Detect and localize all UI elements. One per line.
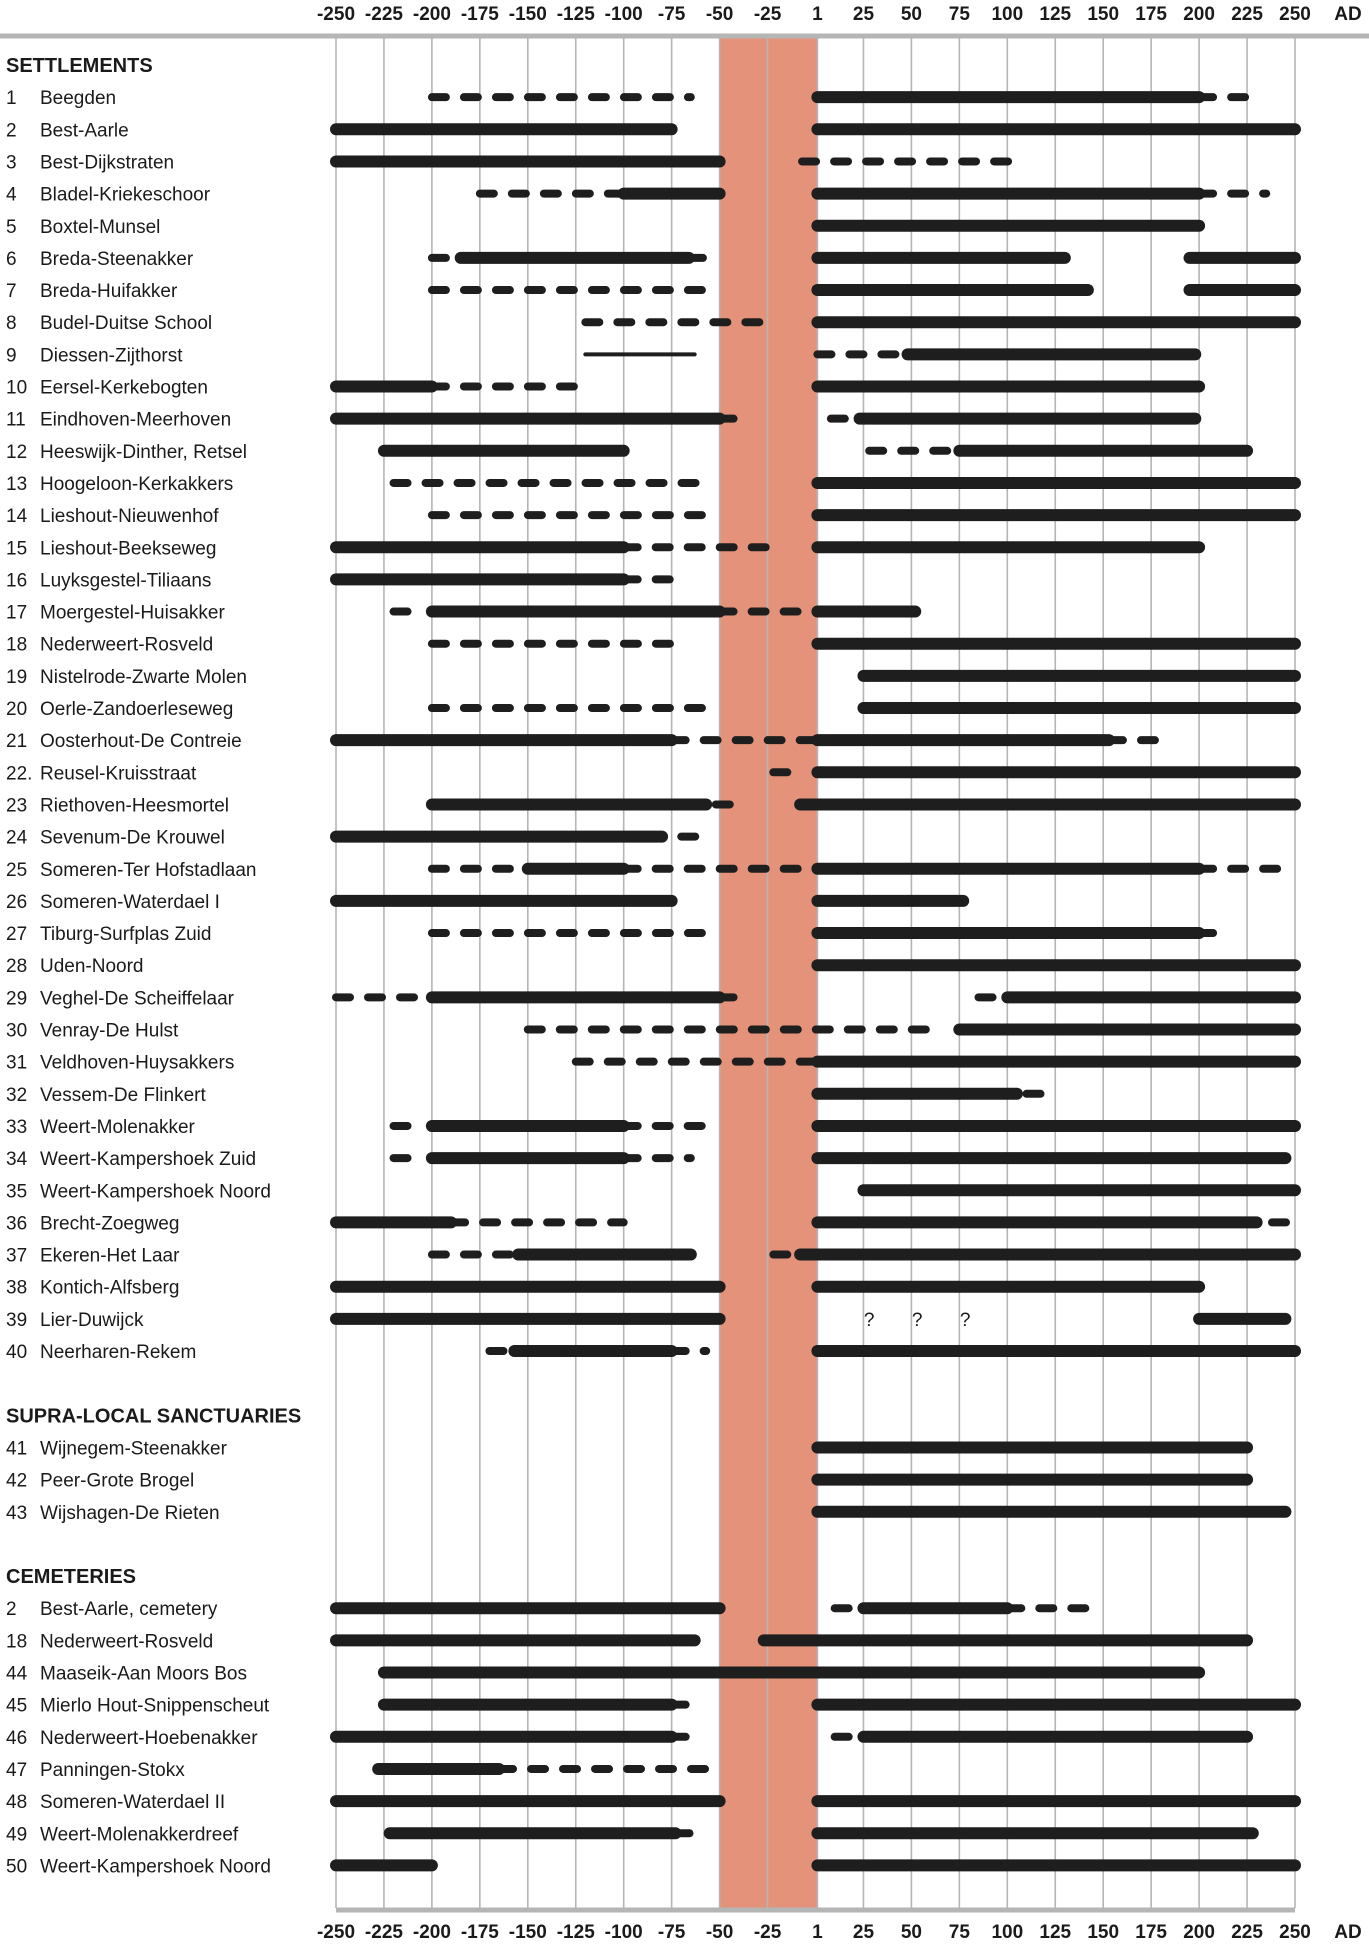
site-number: 25 [6, 859, 28, 881]
site-number: 18 [6, 1631, 28, 1653]
site-name: Veldhoven-Huysakkers [40, 1052, 235, 1074]
site-number: 8 [6, 313, 17, 335]
site-number: 22. [6, 763, 33, 785]
site-number: 14 [6, 506, 28, 528]
site-name: Eindhoven-Meerhoven [40, 409, 232, 431]
site-number: 48 [6, 1792, 28, 1814]
site-number: 45 [6, 1695, 28, 1717]
bottom-tick-label: -75 [657, 1922, 686, 1943]
bottom-tick-label: -100 [604, 1922, 643, 1943]
site-number: 36 [6, 1213, 28, 1235]
site-number: 41 [6, 1438, 28, 1460]
site-number: 29 [6, 988, 28, 1010]
site-number: 46 [6, 1727, 28, 1749]
site-name: Weert-Kampershoek Noord [40, 1856, 271, 1878]
bottom-tick-label: -125 [556, 1922, 595, 1943]
site-name: Oosterhout-De Contreie [40, 731, 242, 753]
top-tick-label: 25 [852, 4, 875, 25]
bottom-tick-label: -50 [705, 1922, 734, 1943]
site-name: Breda-Steenakker [40, 248, 194, 270]
site-number: 21 [6, 731, 28, 753]
top-tick-label: -175 [460, 4, 499, 25]
site-name: Lieshout-Beekseweg [40, 538, 217, 560]
site-name: Best-Dijkstraten [40, 152, 175, 174]
top-tick-label: 100 [991, 4, 1024, 25]
group-heading: CEMETERIES [6, 1566, 137, 1589]
site-number: 18 [6, 634, 28, 656]
site-name: Mierlo Hout-Snippenscheut [40, 1695, 270, 1717]
bottom-tick-label: 100 [991, 1922, 1024, 1943]
site-number: 40 [6, 1342, 28, 1363]
site-number: 27 [6, 924, 28, 946]
site-name: Riethoven-Heesmortel [40, 795, 230, 817]
site-name: Neerharen-Rekem [40, 1342, 197, 1363]
site-number: 16 [6, 570, 28, 592]
top-tick-label: -125 [556, 4, 595, 25]
top-tick-label: -75 [657, 4, 686, 25]
uncertain-mark: ? [911, 1309, 923, 1331]
top-tick-label: -25 [753, 4, 782, 25]
site-name: Weert-Molenakker [40, 1116, 195, 1138]
site-number: 30 [6, 1020, 28, 1042]
site-number: 44 [6, 1663, 28, 1685]
site-name: Tiburg-Surfplas Zuid [40, 924, 212, 946]
site-number: 37 [6, 1245, 28, 1267]
site-number: 35 [6, 1181, 28, 1203]
site-name: Wijnegem-Steenakker [40, 1438, 227, 1460]
site-number: 50 [6, 1856, 28, 1878]
site-name: Luyksgestel-Tiliaans [40, 570, 212, 592]
site-number: 3 [6, 152, 17, 174]
site-name: Breda-Huifakker [40, 281, 178, 303]
top-tick-label: -200 [412, 4, 451, 25]
site-number: 9 [6, 345, 17, 367]
site-number: 11 [6, 409, 26, 431]
site-name: Lier-Duwijck [40, 1309, 144, 1331]
site-name: Sevenum-De Krouwel [40, 827, 225, 849]
site-name: Maaseik-Aan Moors Bos [40, 1663, 247, 1685]
uncertain-mark: ? [959, 1309, 971, 1331]
site-number: 2 [6, 120, 17, 142]
site-number: 1 [6, 88, 17, 110]
uncertain-mark: ? [863, 1309, 875, 1331]
site-name: Someren-Waterdael I [40, 891, 220, 913]
site-name: Uden-Noord [40, 956, 144, 978]
site-name: Best-Aarle, cemetery [40, 1599, 218, 1621]
top-axis-unit-label: AD [1334, 4, 1362, 25]
site-number: 6 [6, 248, 17, 270]
bottom-tick-label: 200 [1183, 1922, 1215, 1943]
top-tick-label: 125 [1039, 4, 1072, 25]
site-name: Diessen-Zijthorst [40, 345, 183, 367]
bottom-tick-label: -25 [753, 1922, 782, 1943]
top-tick-label: -100 [604, 4, 643, 25]
bottom-tick-label: 150 [1087, 1922, 1120, 1943]
site-name: Oerle-Zandoerleseweg [40, 699, 234, 720]
top-tick-label: 200 [1183, 4, 1215, 25]
bottom-tick-label: -175 [460, 1922, 499, 1943]
site-name: Hoogeloon-Kerkakkers [40, 473, 234, 495]
top-tick-label: -250 [316, 4, 356, 25]
site-number: 49 [6, 1824, 28, 1846]
site-name: Bladel-Kriekeschoor [40, 184, 211, 206]
site-number: 34 [6, 1149, 28, 1171]
site-number: 5 [6, 216, 17, 238]
site-name: Nederweert-Hoebenakker [40, 1727, 258, 1749]
site-number: 7 [6, 281, 17, 303]
site-name: Peer-Grote Brogel [40, 1470, 195, 1492]
bottom-tick-label: 125 [1039, 1922, 1072, 1943]
site-number: 38 [6, 1277, 28, 1299]
top-tick-label: -225 [364, 4, 403, 25]
site-name: Wijshagen-De Rieten [40, 1502, 220, 1524]
site-name: Heeswijk-Dinther, Retsel [40, 441, 247, 463]
site-number: 26 [6, 891, 28, 913]
top-tick-label: 225 [1231, 4, 1263, 25]
bottom-tick-label: 1 [812, 1922, 823, 1943]
site-name: Beegden [40, 88, 117, 110]
site-name: Nederweert-Rosveld [40, 634, 214, 656]
bottom-tick-label: 250 [1279, 1922, 1311, 1943]
site-number: 42 [6, 1470, 28, 1492]
site-number: 12 [6, 441, 28, 463]
site-number: 23 [6, 795, 28, 817]
site-name: Budel-Duitse School [40, 313, 213, 335]
site-name: Venray-De Hulst [40, 1020, 179, 1042]
group-heading: SETTLEMENTS [6, 55, 153, 77]
bottom-tick-label: 175 [1135, 1922, 1168, 1943]
bottom-axis-unit-label: AD [1334, 1922, 1362, 1943]
bottom-tick-label: 50 [900, 1922, 922, 1943]
site-number: 4 [6, 184, 17, 206]
site-number: 31 [6, 1052, 28, 1074]
bottom-tick-label: 25 [852, 1922, 875, 1943]
site-name: Panningen-Stokx [40, 1759, 185, 1781]
top-tick-label: 175 [1135, 4, 1168, 25]
site-name: Nistelrode-Zwarte Molen [40, 666, 247, 688]
site-number: 15 [6, 538, 28, 560]
top-tick-label: 150 [1087, 4, 1120, 25]
top-tick-label: 250 [1279, 4, 1311, 25]
site-number: 10 [6, 377, 28, 399]
site-number: 13 [6, 473, 28, 495]
top-tick-label: -50 [705, 4, 734, 25]
bottom-tick-label: 225 [1231, 1922, 1263, 1943]
site-number: 24 [6, 827, 28, 849]
top-tick-label: 50 [900, 4, 922, 25]
group-heading: SUPRA-LOCAL SANCTUARIES [6, 1405, 302, 1428]
bottom-tick-label: -250 [316, 1922, 356, 1943]
site-name: Brecht-Zoegweg [40, 1213, 180, 1235]
site-name: Vessem-De Flinkert [40, 1084, 206, 1106]
site-name: Lieshout-Nieuwenhof [40, 506, 219, 528]
top-tick-label: 1 [812, 4, 823, 25]
site-number: 28 [6, 956, 28, 978]
bottom-tick-label: -225 [364, 1922, 403, 1943]
bottom-tick-label: 75 [948, 1922, 970, 1943]
site-name: Reusel-Kruisstraat [40, 763, 197, 785]
site-name: Weert-Kampershoek Zuid [40, 1149, 257, 1171]
highlight-band [720, 38, 818, 1908]
top-tick-label: 75 [948, 4, 970, 25]
site-name: Veghel-De Scheiffelaar [40, 988, 234, 1010]
site-name: Best-Aarle [40, 120, 129, 142]
site-name: Someren-Waterdael II [40, 1792, 226, 1814]
site-name: Someren-Ter Hofstadlaan [40, 859, 257, 881]
site-name: Kontich-Alfsberg [40, 1277, 180, 1299]
site-number: 39 [6, 1309, 28, 1331]
site-number: 33 [6, 1116, 28, 1138]
site-number: 43 [6, 1502, 28, 1524]
site-name: Moergestel-Huisakker [40, 602, 225, 624]
site-name: Boxtel-Munsel [40, 216, 161, 238]
bottom-tick-label: -200 [412, 1922, 451, 1943]
site-name: Ekeren-Het Laar [40, 1245, 180, 1267]
site-number: 17 [6, 602, 28, 624]
site-name: Weert-Molenakkerdreef [40, 1824, 239, 1846]
bottom-tick-label: -150 [508, 1922, 547, 1943]
site-number: 47 [6, 1759, 28, 1781]
site-number: 2 [6, 1599, 17, 1621]
site-number: 32 [6, 1084, 28, 1106]
site-name: Nederweert-Rosveld [40, 1631, 214, 1653]
site-number: 20 [6, 699, 28, 720]
top-tick-label: -150 [508, 4, 547, 25]
site-name: Eersel-Kerkebogten [40, 377, 208, 399]
site-number: 19 [6, 666, 28, 688]
site-name: Weert-Kampershoek Noord [40, 1181, 271, 1203]
